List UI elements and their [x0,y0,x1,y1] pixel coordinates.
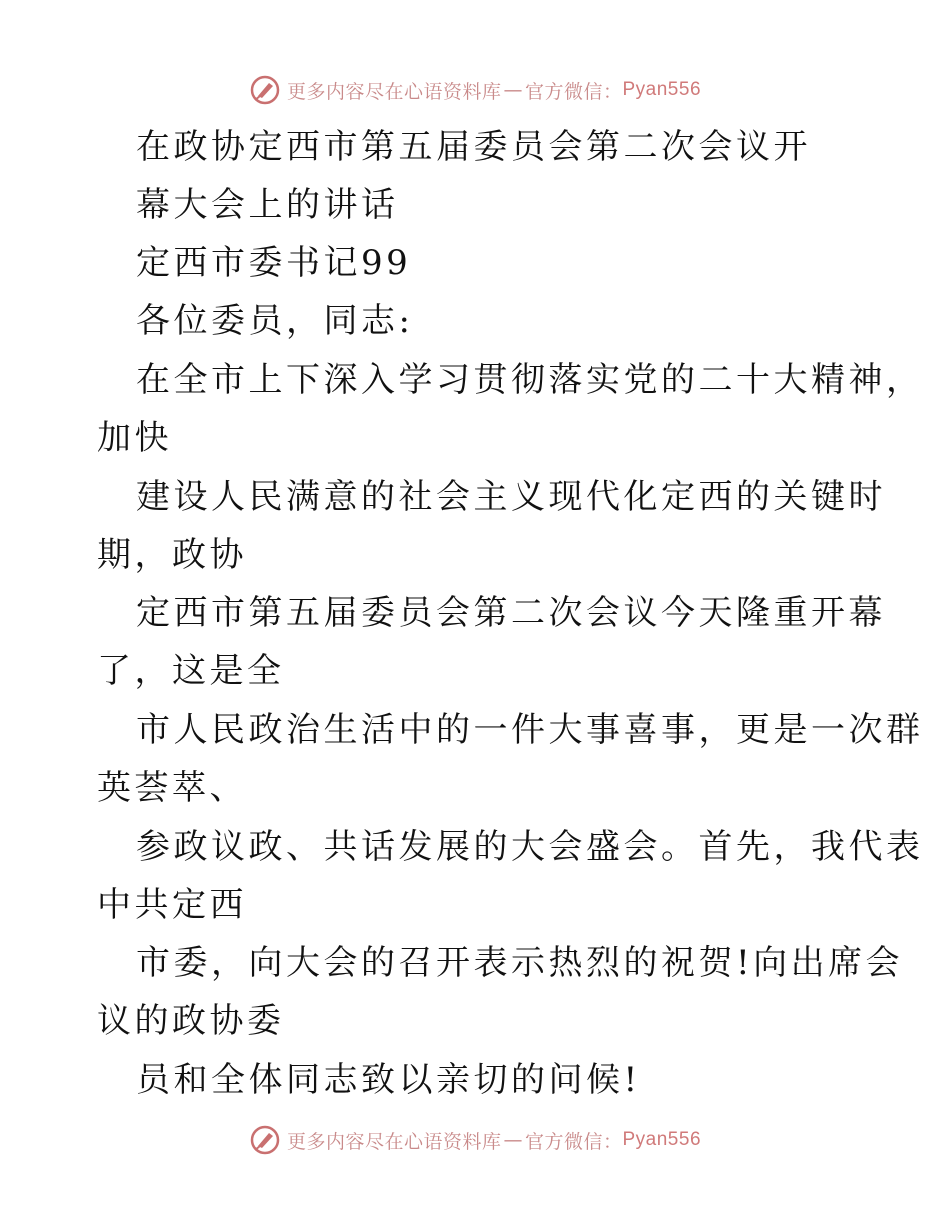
paragraph-line: 建设人民满意的社会主义现代化定西的关键时 [136,477,886,517]
watermark-handle: Pyan556 [622,1129,702,1150]
title-line-2: 幕大会上的讲话 [136,185,399,225]
paragraph-line: 市人民政治生活中的一件大事喜事，更是一次群 [136,710,924,750]
watermark-text: 更多内容尽在心语资料库 [286,1130,502,1153]
paragraph-line: 中共定西 [97,885,247,925]
watermark-contact-label: 官方微信： [524,1130,623,1153]
paragraph-line: 英荟萃、 [97,768,247,808]
footer-watermark [0,1120,950,1160]
brand-logo-icon [249,1124,281,1156]
watermark-separator: — [503,1129,523,1151]
watermark-separator: — [503,79,523,101]
author-line: 定西市委书记99 [136,243,412,283]
paragraph-line: 议的政协委 [97,1001,285,1041]
watermark-text: 更多内容尽在心语资料库 [286,80,502,103]
paragraph-line: 在全市上下深入学习贯彻落实党的二十大精神， [136,360,924,400]
paragraph-line: 员和全体同志致以亲切的问候! [136,1060,641,1100]
paragraph-line: 期，政协 [97,535,247,575]
salutation-line: 各位委员，同志: [136,301,414,341]
paragraph-line: 市委，向大会的召开表示热烈的祝贺!向出席会 [136,943,904,983]
paragraph-line: 定西市第五届委员会第二次会议今天隆重开幕 [136,593,886,633]
paragraph-line: 加快 [97,418,172,458]
watermark-handle: Pyan556 [622,79,702,100]
paragraph-line: 参政议政、共话发展的大会盛会。首先，我代表 [136,827,924,867]
header-watermark [0,70,950,110]
watermark-contact-label: 官方微信： [524,80,623,103]
paragraph-line: 了，这是全 [97,651,285,691]
title-line-1: 在政协定西市第五届委员会第二次会议开 [136,127,811,167]
brand-logo-icon [249,74,281,106]
